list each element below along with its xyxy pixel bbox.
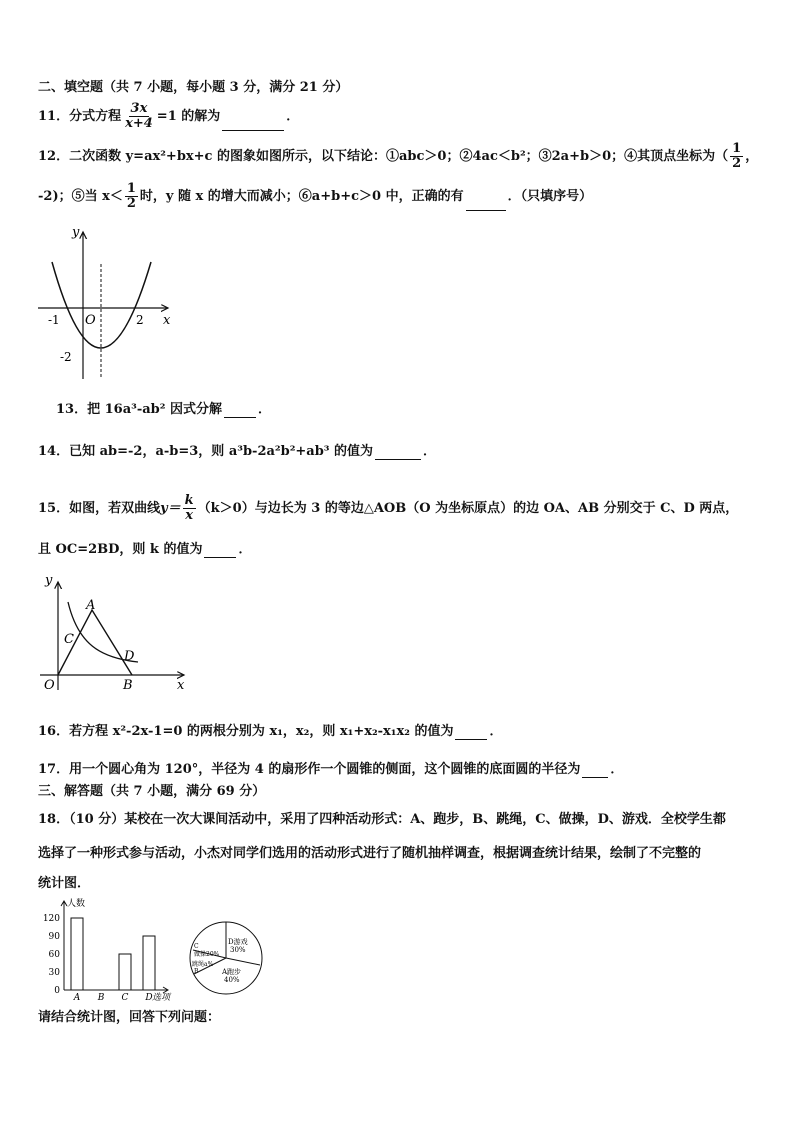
q15-triangle-graph [38, 572, 198, 694]
q15-prefix: 15．如图，若双曲线 [38, 501, 161, 516]
q11-frac-den: x+4 [125, 116, 153, 131]
question-18-line-2: 选择了一种形式参与活动，小杰对同学们选用的活动形式进行了随机抽样调查，根据调查统计结果，绘制了不完整的 [38, 846, 702, 861]
q13-end: ． [257, 402, 271, 417]
q12-frac1-den: 2 [732, 156, 742, 171]
bar-chart-y-tick-label: 0 [54, 986, 60, 996]
q12-line1: 12．二次函数 y=ax²+bx+c 的图象如图所示，以下结论：①abc＞0；②4ac＜b²；③2a+b＞0；④其顶点坐标为（ [38, 149, 729, 164]
section-2-heading: 二、填空题（共 7 小题，每小题 3 分，满分 21 分） [38, 80, 349, 95]
q16-end: ． [489, 724, 503, 739]
q15-point-a: A [86, 598, 96, 613]
q13-answer-blank[interactable] [224, 404, 256, 418]
bar-d [143, 936, 155, 990]
q15-fraction [183, 494, 196, 523]
q11-answer-blank[interactable] [222, 117, 284, 131]
q15-y-label: y [45, 573, 53, 588]
question-11 [38, 102, 299, 131]
q15-suffix: （k＞0）与边长为 3 的等边△AOB（O 为坐标原点）的边 OA、AB 分别交于 C、D 两点， [197, 501, 739, 516]
bar-chart [30, 896, 190, 1004]
pie-label-d: D游戏 [228, 938, 248, 946]
q12-frac-2 [125, 182, 138, 211]
question-18-line-1: 18．（10 分）某校在一次大课间活动中，采用了四种活动形式：A、跑步，B、跳绳，C、做操，D、游戏．全校学生都 [38, 812, 726, 827]
q15-point-b: B [123, 678, 133, 693]
q17-answer-blank[interactable] [582, 764, 608, 778]
q12-line2-suffix: 时，y 随 x 的增大而减小；⑥a+b+c＞0 中，正确的有 [139, 189, 464, 204]
bar-chart-y-tick-label: 30 [48, 968, 60, 978]
bar-a [71, 918, 83, 990]
q16-answer-blank[interactable] [455, 726, 487, 740]
q12-frac2-den: 2 [126, 196, 136, 211]
q12-x-label: x [163, 313, 171, 328]
question-15-line-2 [38, 542, 251, 558]
q15-y-eq: y＝ [160, 501, 181, 516]
question-12-line-1 [38, 142, 758, 171]
q12-line2-end: ．（只填序号） [507, 189, 593, 204]
q12-parabola-graph [30, 224, 180, 384]
q16-text: 16．若方程 x²-2x-1=0 的两根分别为 x₁，x₂，则 x₁+x₂-x₁x₂ 的值为 [38, 724, 454, 739]
q13-text: 13．把 16a³-ab² 因式分解 [56, 402, 222, 417]
pie-chart [188, 920, 268, 1000]
pie-label-c-letter: C [194, 943, 199, 950]
q11-suffix: =1 的解为 [156, 109, 221, 124]
q12-line1-end: ， [745, 149, 759, 164]
q11-fraction [123, 102, 155, 131]
q15-point-d: D [124, 649, 135, 664]
q12-frac2-num: 1 [126, 181, 136, 196]
pie-label-a: A跑步 [222, 968, 242, 976]
question-16 [38, 724, 502, 740]
bar-chart-category-label: A [73, 993, 81, 1003]
q11-end: ． [286, 109, 300, 124]
question-17 [38, 762, 623, 778]
q15-point-c: C [64, 632, 74, 647]
bar-chart-y-axis-label: 人数 [67, 899, 86, 909]
q11-prefix: 11．分式方程 [38, 109, 122, 124]
bar-chart-y-tick-label: 120 [42, 914, 60, 924]
question-14 [38, 444, 436, 460]
bar-c [119, 954, 131, 990]
q12-frac1-num: 1 [732, 141, 742, 156]
q15-line2: 且 OC=2BD，则 k 的值为 [38, 542, 203, 557]
q15-answer-blank[interactable] [204, 544, 236, 558]
pie-label-b-letter: B [194, 968, 199, 975]
q15-point-o: O [44, 678, 55, 693]
q15-x-label: x [177, 678, 185, 693]
section-3-heading: 三、解答题（共 7 小题，满分 69 分） [38, 784, 266, 799]
question-12-line-2 [38, 182, 592, 211]
question-18-prompt: 请结合统计图，回答下列问题： [38, 1010, 221, 1025]
q15-frac-num: k [184, 493, 194, 508]
bar-chart-y-tick-label: 60 [48, 950, 60, 960]
question-18-line-3: 统计图． [38, 876, 91, 891]
q12-line2-prefix: -2)；⑤当 x＜ [38, 189, 123, 204]
pie-label-d-pct: 30% [230, 946, 246, 954]
bar-chart-category-label: B [97, 993, 105, 1003]
pie-label-a-pct: 40% [224, 976, 240, 984]
pie-label-b-text: 跳绳a% [192, 961, 214, 968]
bar-chart-category-label: D [145, 993, 153, 1003]
bar-chart-x-axis-label: 选项 [152, 993, 171, 1003]
q12-answer-blank[interactable] [466, 197, 506, 211]
q12-origin-label: O [85, 313, 96, 328]
question-13 [56, 402, 271, 418]
q14-answer-blank[interactable] [375, 446, 421, 460]
pie-label-c-text: 做操20% [194, 951, 220, 958]
q12-tick-neg1: -1 [48, 313, 60, 327]
q15-line2-end: ． [238, 542, 252, 557]
q17-text: 17．用一个圆心角为 120°，半径为 4 的扇形作一个圆锥的侧面，这个圆锥的底面圆的半径为 [38, 762, 581, 777]
q12-frac-1 [730, 142, 743, 171]
q14-text: 14．已知 ab=-2，a-b=3，则 a³b-2a²b²+ab³ 的值为 [38, 444, 374, 459]
q12-tick-neg2: -2 [60, 350, 72, 364]
q11-frac-num: 3x [130, 101, 148, 116]
q12-y-label: y [72, 225, 80, 240]
bar-chart-category-label: C [121, 993, 129, 1003]
bar-chart-y-tick-label: 90 [48, 932, 60, 942]
q12-tick-2: 2 [136, 313, 144, 327]
q17-end: ． [610, 762, 624, 777]
question-15-line-1 [38, 494, 738, 523]
q14-end: ． [423, 444, 437, 459]
q15-frac-den: x [185, 508, 194, 523]
